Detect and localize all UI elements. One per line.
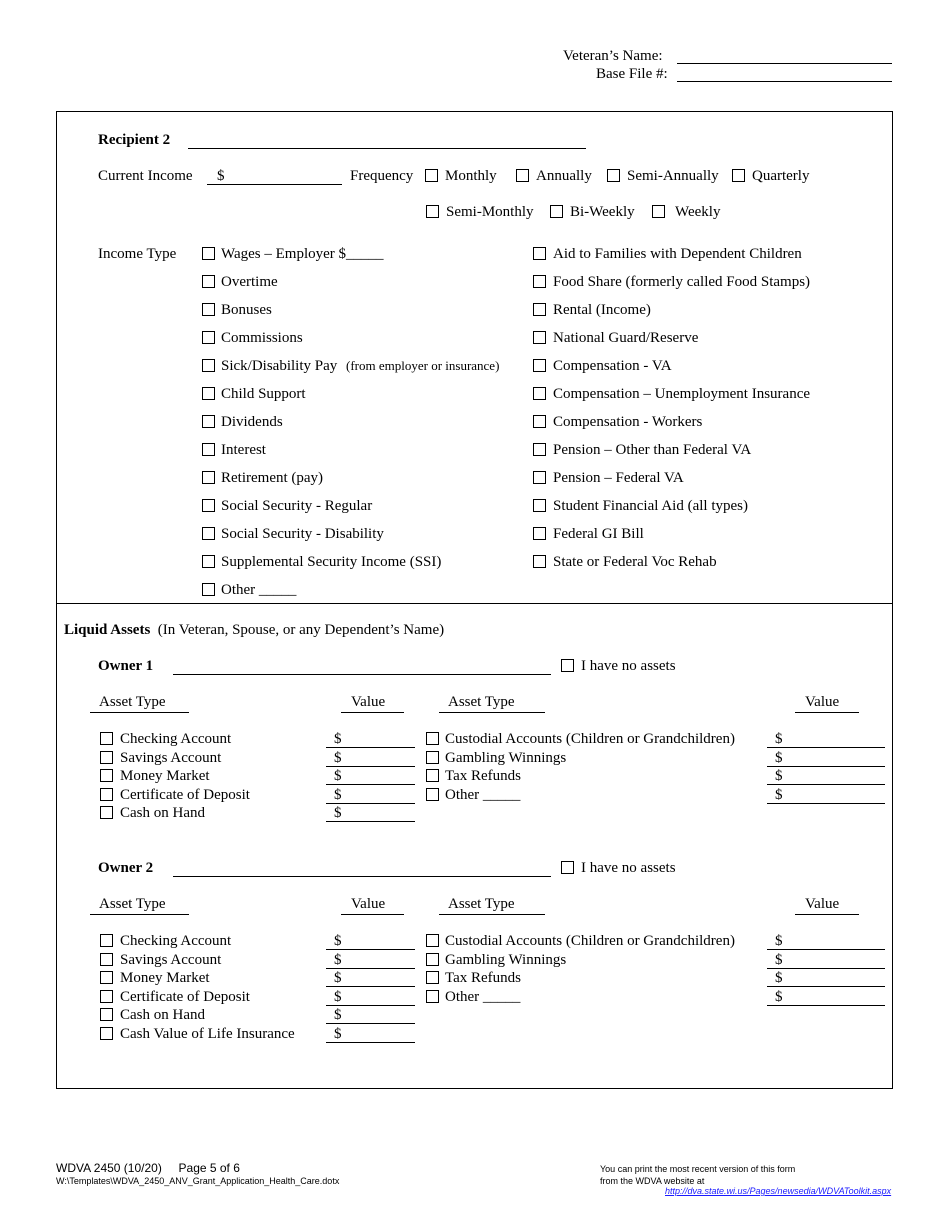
asset-dollar: $ — [775, 768, 783, 785]
income-right-label: Food Share (formerly called Food Stamps) — [553, 274, 811, 290]
veteran-name-label: Veteran’s Name: — [563, 48, 663, 64]
asset-label: Money Market — [120, 768, 210, 785]
frequency-semi-monthly-label: Semi-Monthly — [446, 204, 534, 220]
asset-label: Money Market — [120, 970, 210, 987]
income-left-checkbox[interactable] — [202, 555, 215, 568]
asset-type-header-left: Asset Type — [90, 693, 189, 713]
no-assets-checkbox[interactable] — [561, 659, 574, 672]
asset-checkbox[interactable] — [426, 953, 439, 966]
income-left-label: Social Security - Regular — [221, 498, 373, 514]
income-right-checkbox[interactable] — [533, 387, 546, 400]
asset-label: Certificate of Deposit — [120, 786, 250, 803]
asset-label: Cash Value of Life Insurance — [120, 1026, 295, 1042]
asset-label: Cash on Hand — [120, 805, 205, 822]
footer-print-note-1: You can print the most recent version of this form — [600, 1164, 796, 1174]
frequency-weekly-checkbox[interactable] — [652, 205, 665, 218]
income-type-label: Income Type — [98, 246, 177, 262]
asset-label: Other _____ — [445, 988, 521, 1005]
asset-label: Savings Account — [120, 951, 222, 968]
income-left-checkbox[interactable] — [202, 331, 215, 344]
income-right-checkbox[interactable] — [533, 527, 546, 540]
liquid-assets-heading — [64, 621, 444, 639]
income-right-label: Pension – Federal VA — [553, 470, 684, 486]
income-left-checkbox[interactable] — [202, 247, 215, 260]
income-left-label: Wages – Employer $_____ — [221, 246, 384, 262]
footer-print-note-2: from the WDVA website at — [600, 1176, 705, 1186]
asset-dollar: $ — [334, 786, 342, 803]
footer-url-link[interactable]: http://dva.state.wi.us/Pages/newsedia/WDVAToolkit.aspx — [665, 1186, 892, 1196]
income-right-checkbox[interactable] — [533, 359, 546, 372]
income-left-label: Dividends — [221, 414, 283, 430]
frequency-monthly-checkbox[interactable] — [425, 169, 438, 182]
income-right-label: State or Federal Voc Rehab — [553, 554, 717, 570]
asset-dollar: $ — [334, 805, 342, 822]
income-right-checkbox[interactable] — [533, 275, 546, 288]
no-assets-checkbox[interactable] — [561, 861, 574, 874]
sick-pay-note: (from employer or insurance) — [346, 358, 500, 373]
asset-dollar: $ — [334, 749, 342, 766]
income-left-label: Social Security - Disability — [221, 526, 384, 542]
income-left-label: Commissions — [221, 330, 303, 346]
asset-label: Checking Account — [120, 731, 232, 747]
asset-dollar: $ — [334, 988, 342, 1005]
asset-checkbox[interactable] — [426, 769, 439, 782]
asset-label: Custodial Accounts (Children or Grandchildren) — [445, 933, 735, 949]
asset-checkbox[interactable] — [426, 751, 439, 764]
income-right-checkbox[interactable] — [533, 303, 546, 316]
frequency-semi-annually-label: Semi-Annually — [627, 168, 719, 184]
asset-value-field[interactable] — [767, 1005, 885, 1006]
income-right-checkbox[interactable] — [533, 247, 546, 260]
income-left-label: Interest — [221, 442, 266, 458]
asset-value-field[interactable] — [767, 766, 885, 767]
asset-value-field[interactable] — [767, 986, 885, 987]
asset-label: Checking Account — [120, 933, 232, 949]
asset-value-field[interactable] — [767, 747, 885, 748]
asset-label: Cash on Hand — [120, 1007, 205, 1024]
asset-type-header-left: Asset Type — [90, 895, 189, 915]
frequency-weekly-label: Weekly — [675, 204, 721, 220]
asset-checkbox[interactable] — [426, 971, 439, 984]
owner-label: Owner 2 — [98, 860, 154, 876]
asset-label: Certificate of Deposit — [120, 988, 250, 1005]
income-left-checkbox[interactable] — [202, 443, 215, 456]
value-header-right: Value — [795, 895, 859, 915]
asset-dollar: $ — [334, 951, 342, 968]
asset-checkbox[interactable] — [100, 788, 113, 801]
income-left-checkbox[interactable] — [202, 527, 215, 540]
income-left-label: Overtime — [221, 274, 278, 290]
current-income-label: Current Income — [98, 168, 193, 184]
asset-checkbox[interactable] — [100, 953, 113, 966]
recipient-name-field[interactable] — [188, 148, 586, 149]
section-divider — [56, 603, 893, 604]
income-right-label: Student Financial Aid (all types) — [553, 498, 748, 514]
footer-template-path: W:\Templates\WDVA_2450_ANV_Grant_Application_Health_Care.dotx — [56, 1176, 340, 1186]
asset-value-field[interactable] — [767, 949, 885, 950]
frequency-bi-weekly-checkbox[interactable] — [550, 205, 563, 218]
liquid-assets-subtitle: (In Veteran, Spouse, or any Dependent’s Name) — [157, 622, 445, 638]
asset-checkbox[interactable] — [426, 934, 439, 947]
asset-checkbox[interactable] — [426, 732, 439, 745]
frequency-annually-checkbox[interactable] — [516, 169, 529, 182]
asset-checkbox[interactable] — [100, 732, 113, 745]
asset-label: Gambling Winnings — [445, 951, 567, 968]
frequency-quarterly-label: Quarterly — [752, 168, 810, 184]
income-right-label: Pension – Other than Federal VA — [553, 442, 752, 458]
income-left-checkbox[interactable] — [202, 275, 215, 288]
asset-dollar: $ — [775, 749, 783, 766]
asset-label: Gambling Winnings — [445, 749, 567, 766]
income-left-label: Sick/Disability Pay — [221, 358, 338, 374]
income-left-checkbox[interactable] — [202, 583, 215, 596]
frequency-semi-monthly-checkbox[interactable] — [426, 205, 439, 218]
income-right-checkbox[interactable] — [533, 471, 546, 484]
asset-dollar: $ — [334, 768, 342, 785]
asset-label: Tax Refunds — [445, 970, 522, 987]
asset-dollar: $ — [334, 1007, 342, 1024]
veteran-name-field[interactable] — [677, 63, 892, 64]
income-right-label: Compensation – Unemployment Insurance — [553, 386, 811, 402]
income-left-label: Other _____ — [221, 582, 297, 598]
frequency-bi-weekly-label: Bi-Weekly — [570, 204, 635, 220]
asset-dollar: $ — [775, 970, 783, 987]
asset-checkbox[interactable] — [100, 971, 113, 984]
income-right-label: Aid to Families with Dependent Children — [553, 246, 802, 262]
base-file-label: Base File #: — [596, 66, 668, 82]
asset-dollar: $ — [775, 731, 783, 747]
frequency-quarterly-checkbox[interactable] — [732, 169, 745, 182]
frequency-annually-label: Annually — [536, 168, 592, 184]
income-right-checkbox[interactable] — [533, 331, 546, 344]
asset-checkbox[interactable] — [100, 934, 113, 947]
income-left-checkbox[interactable] — [202, 499, 215, 512]
asset-dollar: $ — [775, 786, 783, 803]
asset-checkbox[interactable] — [100, 806, 113, 819]
asset-value-field[interactable] — [326, 821, 415, 822]
base-file-field[interactable] — [677, 81, 892, 82]
income-left-label: Retirement (pay) — [221, 470, 324, 486]
asset-dollar: $ — [334, 970, 342, 987]
income-left-label: Child Support — [221, 386, 306, 402]
income-right-checkbox[interactable] — [533, 443, 546, 456]
owner-label: Owner 1 — [98, 658, 154, 674]
income-left-checkbox[interactable] — [202, 303, 215, 316]
no-assets-label: I have no assets — [581, 860, 676, 876]
income-left-checkbox[interactable] — [202, 387, 215, 400]
asset-dollar: $ — [334, 1026, 342, 1042]
asset-checkbox[interactable] — [100, 769, 113, 782]
asset-checkbox[interactable] — [100, 751, 113, 764]
income-right-label: Rental (Income) — [553, 302, 651, 318]
value-header-left: Value — [341, 895, 404, 915]
value-header-right: Value — [795, 693, 859, 713]
value-header-left: Value — [341, 693, 404, 713]
income-right-label: Federal GI Bill — [553, 526, 644, 542]
asset-dollar: $ — [334, 731, 342, 747]
owner-name-field[interactable] — [173, 674, 551, 675]
income-right-label: National Guard/Reserve — [553, 330, 699, 346]
income-left-checkbox[interactable] — [202, 415, 215, 428]
income-left-checkbox[interactable] — [202, 359, 215, 372]
asset-dollar: $ — [334, 933, 342, 949]
asset-checkbox[interactable] — [426, 990, 439, 1003]
footer-page-number: Page 5 of 6 — [178, 1161, 240, 1175]
asset-dollar: $ — [775, 933, 783, 949]
recipient-title: Recipient 2 — [98, 132, 171, 148]
asset-label: Other _____ — [445, 786, 521, 803]
frequency-semi-annually-checkbox[interactable] — [607, 169, 620, 182]
asset-value-field[interactable] — [767, 803, 885, 804]
footer-form-number: WDVA 2450 (10/20) — [56, 1161, 162, 1175]
frequency-label: Frequency — [350, 168, 414, 184]
current-income-field[interactable] — [207, 184, 342, 185]
income-left-label: Bonuses — [221, 302, 272, 318]
current-income-dollar: $ — [217, 168, 225, 184]
income-right-label: Compensation - VA — [553, 358, 672, 374]
income-left-checkbox[interactable] — [202, 471, 215, 484]
income-right-checkbox[interactable] — [533, 555, 546, 568]
asset-dollar: $ — [775, 951, 783, 968]
asset-value-field[interactable] — [326, 1042, 415, 1043]
asset-type-header-right: Asset Type — [439, 895, 545, 915]
income-right-checkbox[interactable] — [533, 499, 546, 512]
income-right-label: Compensation - Workers — [553, 414, 703, 430]
footer-form-id — [56, 1161, 240, 1175]
asset-label: Custodial Accounts (Children or Grandchildren) — [445, 731, 735, 747]
asset-value-field[interactable] — [767, 784, 885, 785]
asset-checkbox[interactable] — [100, 1027, 113, 1040]
asset-type-header-right: Asset Type — [439, 693, 545, 713]
no-assets-label: I have no assets — [581, 658, 676, 674]
asset-checkbox[interactable] — [100, 1008, 113, 1021]
income-right-checkbox[interactable] — [533, 415, 546, 428]
asset-checkbox[interactable] — [426, 788, 439, 801]
income-left-label: Supplemental Security Income (SSI) — [221, 554, 442, 570]
asset-label: Tax Refunds — [445, 768, 522, 785]
owner-name-field[interactable] — [173, 876, 551, 877]
asset-dollar: $ — [775, 988, 783, 1005]
liquid-assets-title: Liquid Assets — [64, 622, 151, 638]
asset-value-field[interactable] — [767, 968, 885, 969]
frequency-monthly-label: Monthly — [445, 168, 497, 184]
asset-checkbox[interactable] — [100, 990, 113, 1003]
asset-label: Savings Account — [120, 749, 222, 766]
